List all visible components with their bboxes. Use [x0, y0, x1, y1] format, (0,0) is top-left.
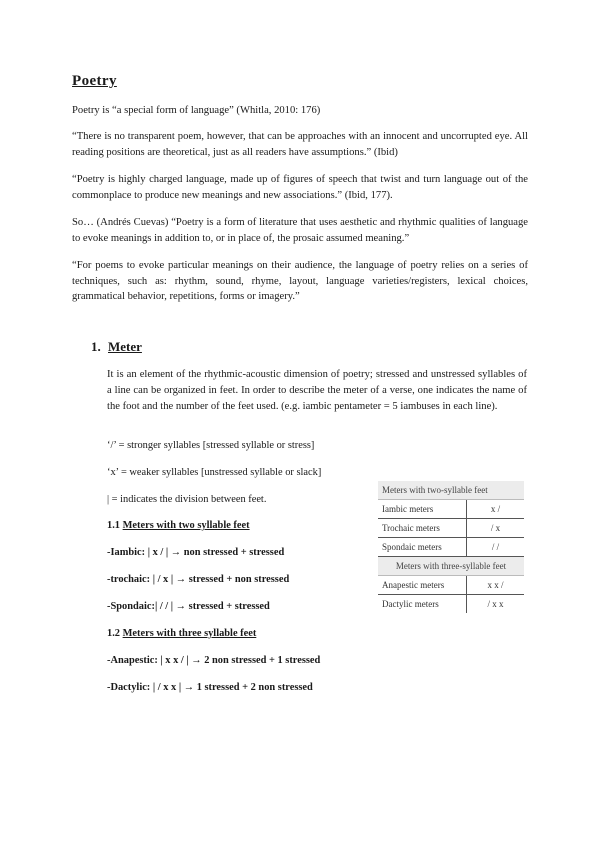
subheading-label: Meters with two syllable feet — [122, 520, 250, 531]
table-row — [378, 519, 524, 538]
table-cell-name: Anapestic meters — [378, 576, 467, 595]
meter-pattern: | / x x | → 1 stressed + 2 non stressed — [150, 682, 313, 693]
intro-paragraph-1: Poetry is “a special form of language” (Whitla, 2010: 176) — [72, 105, 321, 116]
intro-paragraph-3: “Poetry is highly charged language, made up of figures of speech that twist and turn language out of the commonplace to produce new meanings and new associations.” (Ibid, 177). — [72, 174, 528, 201]
meter-description: It is an element of the rhythmic-acoustic dimension of poetry; stressed and unstressed syllables of a line can be organized in feet. In order to describe the meter of a verse, one indicates the name of the foot and the number of the feet used. (e.g. iambic pentameter = 5 iambuses in each line). — [107, 369, 527, 412]
table-cell-name: Spondaic meters — [378, 538, 467, 557]
table-row — [378, 538, 524, 557]
intro-paragraph-5: “For poems to evoke particular meanings on their audience, the language of poetry relies on a series of techniques, such as: rhythm, sound, rhyme, layout, language varieties/registers, lexical choices, grammatical behavior, repetitions, forms or imagery.” — [72, 260, 528, 302]
table-cell-name: Iambic meters — [378, 500, 467, 519]
subheading-two-syllable — [107, 519, 250, 533]
table-row — [378, 500, 524, 519]
table-cell-name: Dactylic meters — [378, 595, 467, 614]
table-cell-pattern: x x / — [467, 576, 525, 595]
meter-iambic — [107, 546, 284, 560]
meter-name: -Dactylic: — [107, 682, 151, 693]
meter-table — [378, 481, 524, 613]
intro-paragraph-4: So… (Andrés Cuevas) “Poetry is a form of literature that uses aesthetic and rhythmic qualities of language to evoke meanings in addition to, or in place of, the prosaic assumed meaning.” — [72, 217, 528, 244]
section-number: 1. — [91, 339, 101, 354]
meter-name: -Iambic: — [107, 547, 146, 558]
legend-unstressed: ‘x’ = weaker syllables [unstressed syllable or slack] — [107, 467, 322, 478]
table-header-three-syllable — [378, 557, 524, 576]
subheading-three-syllable — [107, 627, 256, 641]
table-header-two-syllable — [378, 481, 524, 500]
page-title: Poetry — [72, 73, 117, 89]
intro-paragraph-2: “There is no transparent poem, however, that can be approaches with an innocent and uncorrupted eye. All reading positions are theoretical, just as all readers have assumptions.” (Ibid) — [72, 131, 528, 158]
meter-pattern: | x / | → non stressed + stressed — [145, 547, 285, 558]
subheading-number: 1.2 — [107, 628, 120, 639]
legend-stressed: ‘/’ = stronger syllables [stressed syllable or stress] — [107, 440, 315, 451]
meter-spondaic — [107, 600, 270, 614]
legend-division: | = indicates the division between feet. — [107, 494, 267, 505]
meter-anapestic — [107, 654, 320, 668]
table-cell-pattern: / x x — [487, 599, 504, 609]
table-cell-pattern: / / — [467, 538, 525, 557]
meter-pattern: | / / | → stressed + stressed — [154, 601, 270, 612]
section-title: Meter — [108, 339, 142, 354]
meter-name: -Anapestic: — [107, 655, 158, 666]
meter-pattern: | x x / | → 2 non stressed + 1 stressed — [157, 655, 321, 666]
meter-name: -trochaic: — [107, 574, 151, 585]
table-cell-pattern: x / — [467, 500, 525, 519]
meter-dactylic — [107, 681, 313, 695]
table-cell-pattern: / x — [467, 519, 525, 538]
meter-name: -Spondaic: — [107, 601, 155, 612]
subheading-label: Meters with three syllable feet — [122, 628, 257, 639]
table-header-label: Meters with three-syllable feet — [378, 557, 524, 576]
subheading-number: 1.1 — [107, 520, 120, 531]
meter-trochaic — [107, 573, 289, 587]
table-header-label: Meters with two-syllable feet — [378, 481, 524, 500]
table-row — [378, 595, 524, 614]
table-cell-name: Trochaic meters — [378, 519, 467, 538]
table-row — [378, 576, 524, 595]
section-heading — [91, 339, 142, 355]
meter-pattern: | / x | → stressed + non stressed — [150, 574, 290, 585]
